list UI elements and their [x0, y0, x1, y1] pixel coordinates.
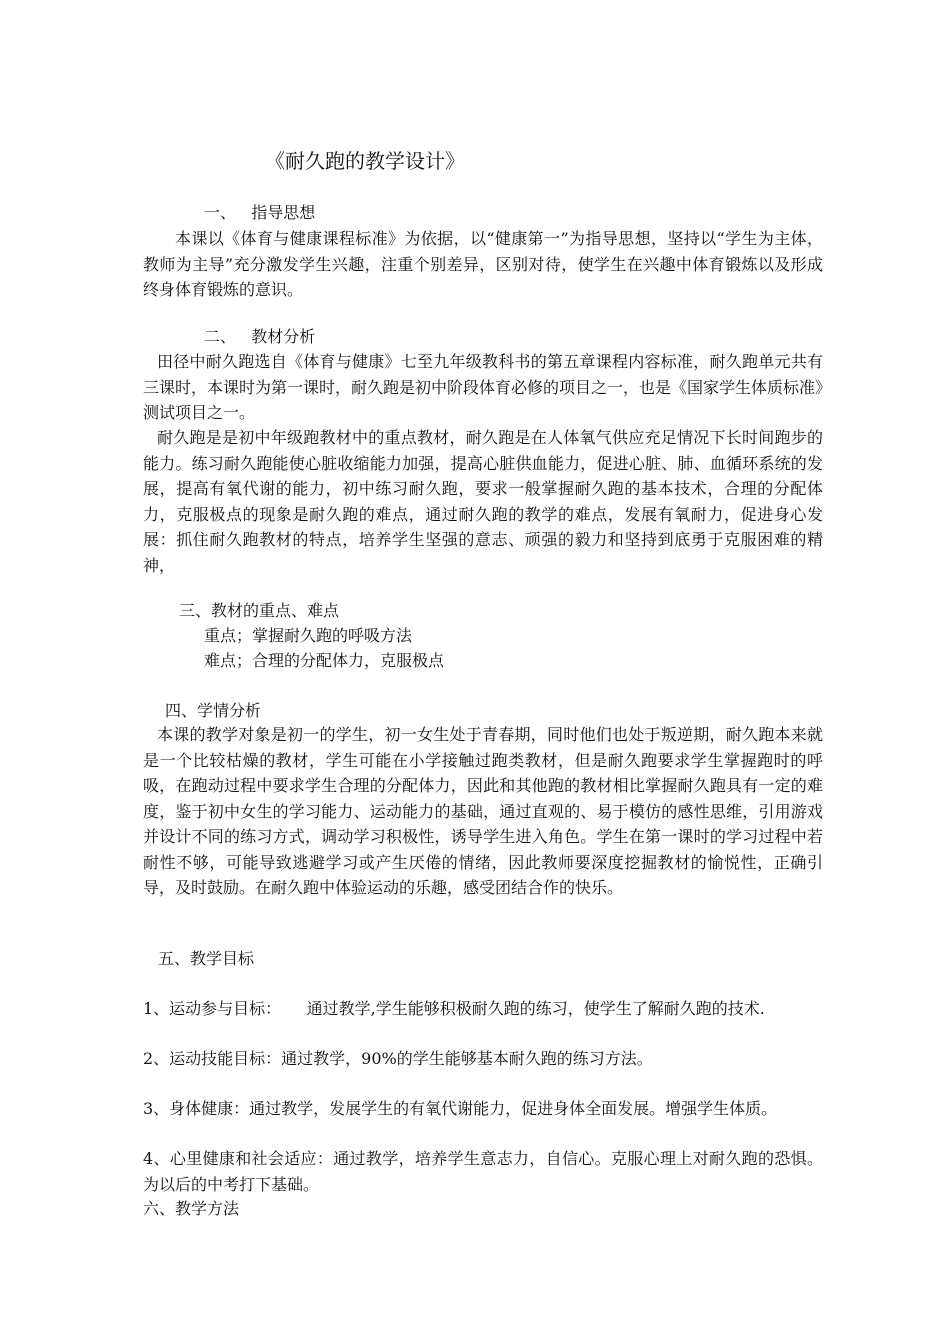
paragraph-learner-analysis: 本课的教学对象是初一的学生，初一女生处于青春期，同时他们也处于叛逆期，耐久跑本来就是一个比较枯燥的教材，学生可能在小学接触过跑类教材，但是耐久跑要求学生掌握跑时的呼吸，在跑动过程中要求学生合理的分配体力，因此和其他跑的教材相比掌握耐久跑具有一定的难度，鉴于初中女生的学习能力、运动能力的基础，通过直观的、易于模仿的感性思维，引用游戏并设计不同的练习方式，调动学习积极性，诱导学生进入角色。学生在第一课时的学习过程中若耐性不够，可能导致逃避学习或产生厌倦的情绪，因此教师要深度挖掘教材的愉悦性，正确引导，及时鼓励。在耐久跑中体验运动的乐趣，感受团结合作的快乐。 [143, 725, 823, 897]
paragraph-material-analysis-1: 田径中耐久跑选自《体育与健康》七至九年级教科书的第五章课程内容标准，耐久跑单元共有三课时，本课时为第一课时，耐久跑是初中阶段体育必修的项目之一，也是《国家学生体质标准》测试项目之一。 [143, 352, 824, 422]
difficulty-line: 难点；合理的分配体力，克服极点 [204, 651, 445, 670]
section-heading-learner-analysis: 四、学情分析 [165, 701, 262, 720]
section-heading-teaching-methods: 六、教学方法 [143, 1199, 240, 1218]
paragraph-guiding-idea: 本课以《体育与健康课程标准》为依据，以“健康第一”为指导思想，坚持以“学生为主体，教师为主导”充分激发学生兴趣，注重个别差异，区别对待，使学生在兴趣中体育锻炼以及形成终身体育锻炼的意识。 [143, 229, 823, 299]
key-point-line: 重点；掌握耐久跑的呼吸方法 [204, 626, 413, 645]
section-heading-key-points: 三、教材的重点、难点 [179, 601, 340, 620]
goal-item-2: 2、运动技能目标：通过教学，90%的学生能够基本耐久跑的练习方法。 [143, 1049, 653, 1068]
paragraph-material-analysis-2: 耐久跑是是初中年级跑教材中的重点教材，耐久跑是在人体氧气供应充足情况下长时间跑步的能力。练习耐久跑能使心脏收缩能力加强，提高心脏供血能力，促进心脏、肺、血循环系统的发展，提高有氧代谢的能力，初中练习耐久跑，要求一般掌握耐久跑的基本技术，合理的分配体力，克服极点的现象是耐久跑的难点，通过耐久跑的教学的难点，发展有氧耐力，促进身心发展：抓住耐久跑教材的特点，培养学生坚强的意志、顽强的毅力和坚持到底勇于克服困难的精神， [143, 428, 823, 575]
section-heading-material-analysis: 二、 教材分析 [204, 327, 316, 346]
goal-item-1: 1、运动参与目标： 通过教学,学生能够积极耐久跑的练习，使学生了解耐久跑的技术. [143, 999, 765, 1018]
document-title: 《耐久跑的教学设计》 [265, 149, 465, 173]
section-heading-teaching-goals: 五、教学目标 [158, 949, 255, 968]
goal-item-4: 4、心里健康和社会适应：通过教学，培养学生意志力，自信心。克服心理上对耐久跑的恐惧。为以后的中考打下基础。 [143, 1149, 823, 1194]
section-heading-guiding-idea: 一、 指导思想 [204, 203, 316, 222]
goal-item-3: 3、身体健康：通过教学，发展学生的有氧代谢能力，促进身体全面发展。增强学生体质。 [143, 1099, 778, 1118]
